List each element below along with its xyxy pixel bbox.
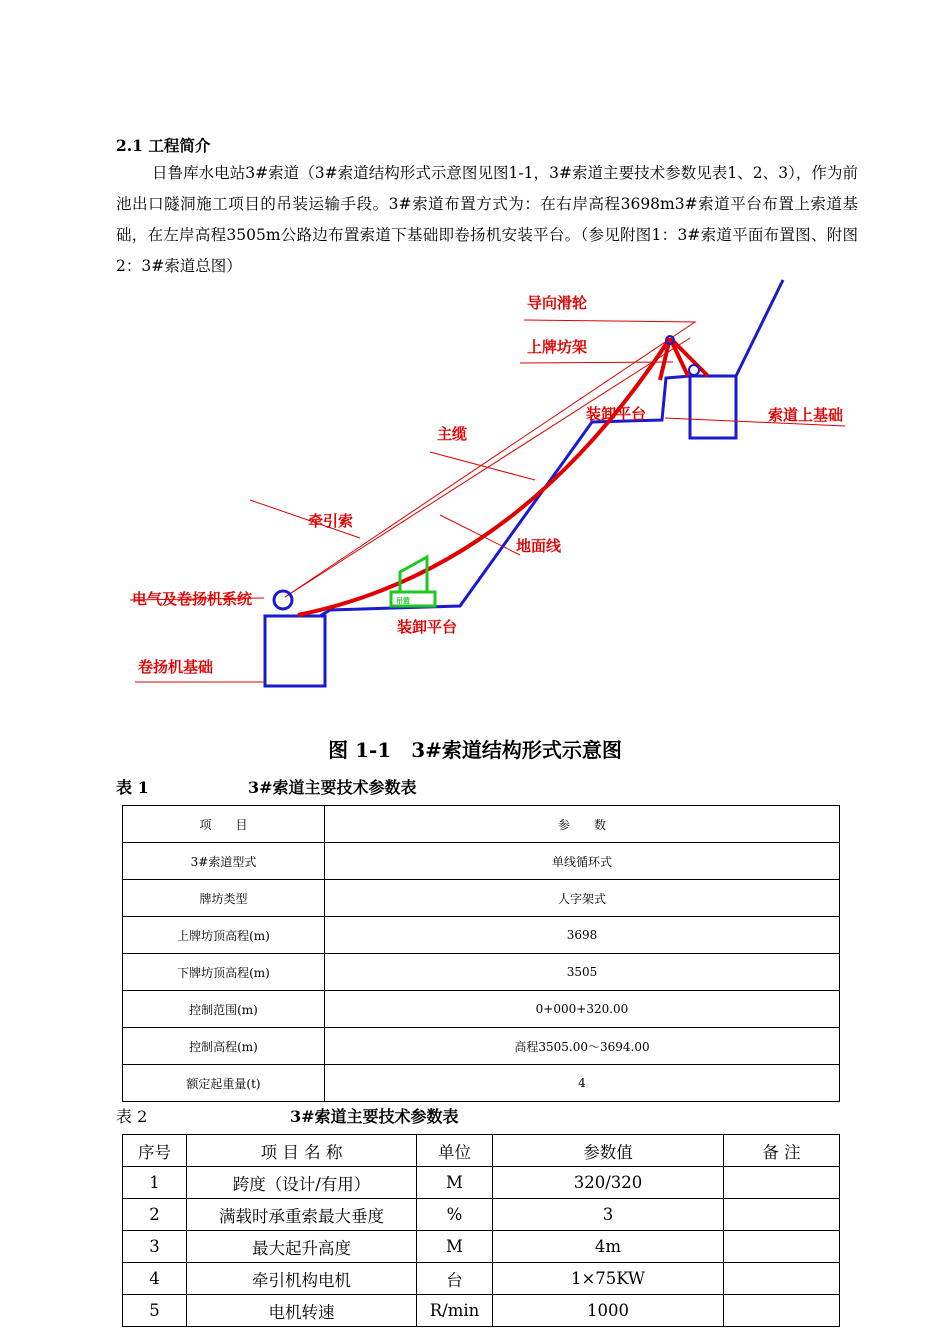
table-cell: 3 xyxy=(493,1199,724,1231)
table-cell: 5 xyxy=(123,1295,187,1327)
cableway-diagram xyxy=(0,270,950,710)
table-cell: % xyxy=(417,1199,493,1231)
carriage-label: 吊篮 xyxy=(396,597,410,605)
label-main-cable: 主缆 xyxy=(437,425,468,443)
table-row xyxy=(123,954,840,991)
table-cell: M xyxy=(417,1167,493,1199)
table-header-cell: 备 注 xyxy=(724,1135,840,1167)
table-cell: 最大起升高度 xyxy=(187,1231,417,1263)
table-row xyxy=(123,1065,840,1102)
table-cell: 1 xyxy=(123,1167,187,1199)
label-upper-platform: 装卸平台 xyxy=(586,405,647,423)
table-header-row xyxy=(123,1135,840,1167)
table-cell: 320/320 xyxy=(493,1167,724,1199)
table-cell: 牵引机构电机 xyxy=(187,1263,417,1295)
table-row xyxy=(123,1199,840,1231)
label-ground-line: 地面线 xyxy=(516,537,562,555)
table-cell: 4 xyxy=(123,1263,187,1295)
table-cell: 3#索道型式 xyxy=(123,843,325,880)
table-row xyxy=(123,917,840,954)
table-row xyxy=(123,1263,840,1295)
table2 xyxy=(122,1134,840,1327)
slope-line xyxy=(736,280,783,376)
table-cell: 3505 xyxy=(325,954,840,991)
table-header-cell: 参 数 xyxy=(325,806,840,843)
winch-foundation-block xyxy=(265,616,325,686)
label-lower-platform: 装卸平台 xyxy=(397,618,458,636)
figure-caption: 图 1-1 3#索道结构形式示意图 xyxy=(328,738,622,762)
table-header-cell: 项 目 名 称 xyxy=(187,1135,417,1167)
table-header-row xyxy=(123,806,840,843)
table-row xyxy=(123,1231,840,1263)
table-row xyxy=(123,991,840,1028)
table-cell xyxy=(724,1199,840,1231)
upper-pulley-icon xyxy=(689,365,699,375)
table-cell: 3 xyxy=(123,1231,187,1263)
table-row xyxy=(123,843,840,880)
table-cell: 3698 xyxy=(325,917,840,954)
table1-caption-title: 3#索道主要技术参数表 xyxy=(248,778,417,797)
section-heading: 2.1 工程简介 xyxy=(116,136,211,155)
upper-foundation-block xyxy=(690,376,736,438)
table-cell xyxy=(724,1295,840,1327)
intro-paragraph xyxy=(116,158,858,282)
table-header-cell: 序号 xyxy=(123,1135,187,1167)
table-cell xyxy=(724,1167,840,1199)
winch-drum-icon xyxy=(274,591,292,609)
table-cell: 额定起重量(t) xyxy=(123,1065,325,1102)
label-guide-pulley: 导向滑轮 xyxy=(527,294,588,312)
table-cell: 4m xyxy=(493,1231,724,1263)
table-cell: 1000 xyxy=(493,1295,724,1327)
table2-caption-no: 表 2 xyxy=(116,1107,148,1126)
table-cell: 台 xyxy=(417,1263,493,1295)
label-winch-foundation: 卷扬机基础 xyxy=(138,658,214,676)
table-cell xyxy=(724,1263,840,1295)
label-winch-system: 电气及卷扬机系统 xyxy=(132,590,253,608)
table1 xyxy=(122,805,840,1102)
table-cell: 上牌坊顶高程(m) xyxy=(123,917,325,954)
table-cell: 人字架式 xyxy=(325,880,840,917)
table-cell: 控制范围(m) xyxy=(123,991,325,1028)
table-cell: 0+000+320.00 xyxy=(325,991,840,1028)
table-row xyxy=(123,1167,840,1199)
table-cell: 跨度（设计/有用） xyxy=(187,1167,417,1199)
table-row xyxy=(123,880,840,917)
table-cell: 下牌坊顶高程(m) xyxy=(123,954,325,991)
label-upper-frame: 上牌坊架 xyxy=(527,338,588,356)
table-cell: 4 xyxy=(325,1065,840,1102)
table2-caption-title: 3#索道主要技术参数表 xyxy=(290,1107,459,1126)
table-cell: 2 xyxy=(123,1199,187,1231)
table-cell: 单线循环式 xyxy=(325,843,840,880)
table-row xyxy=(123,1295,840,1327)
table1-caption-no: 表 1 xyxy=(116,778,149,797)
label-upper-foundation: 索道上基础 xyxy=(768,406,844,424)
table-header-cell: 项 目 xyxy=(123,806,325,843)
table-cell: 高程3505.00～3694.00 xyxy=(325,1028,840,1065)
table-cell: 满载时承重索最大垂度 xyxy=(187,1199,417,1231)
table-cell: 牌坊类型 xyxy=(123,880,325,917)
table-row xyxy=(123,1028,840,1065)
label-traction-rope: 牵引索 xyxy=(308,512,354,530)
intro-text: 日鲁库水电站3#索道（3#索道结构形式示意图见图1-1，3#索道主要技术参数见表1、2、3），作为前池出口隧洞施工项目的吊装运输手段。3#索道布置方式为：在右岸高程3698m3#索道平台布置上索道基础，在左岸高程3505m公路边布置索道下基础即卷扬机安装平台。（参见附图1：3#索道平面布置图、附图2：3#索道总图） xyxy=(116,164,858,275)
table-header-cell: 单位 xyxy=(417,1135,493,1167)
table-cell: 控制高程(m) xyxy=(123,1028,325,1065)
table-header-cell: 参数值 xyxy=(493,1135,724,1167)
table-cell: R/min xyxy=(417,1295,493,1327)
table-cell: 电机转速 xyxy=(187,1295,417,1327)
table-cell xyxy=(724,1231,840,1263)
table-cell: M xyxy=(417,1231,493,1263)
table-cell: 1×75KW xyxy=(493,1263,724,1295)
